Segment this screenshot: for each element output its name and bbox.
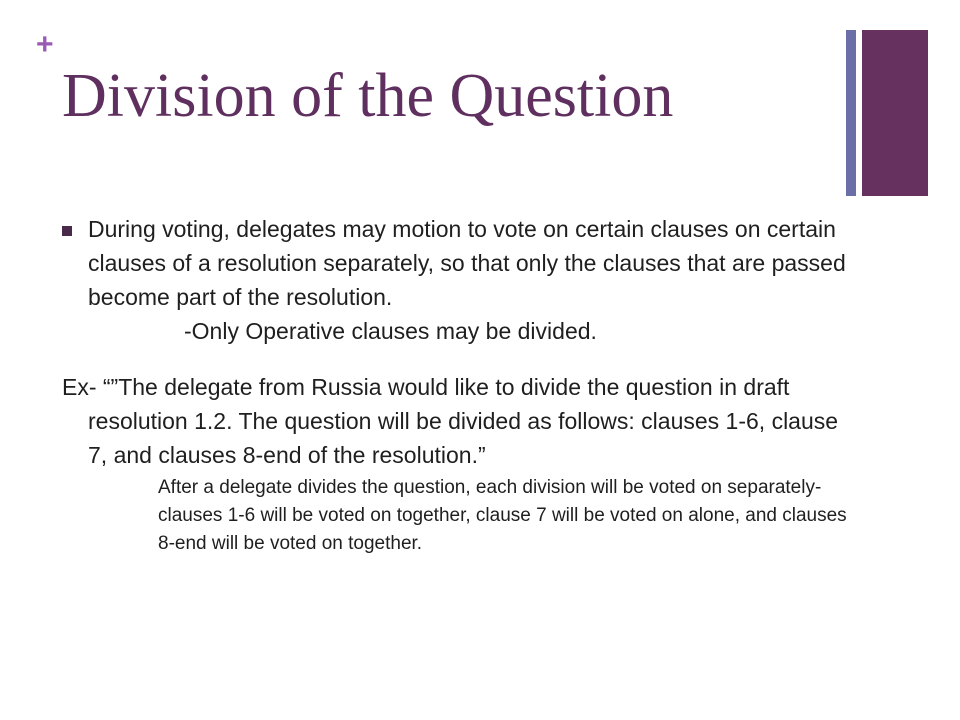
example-note <box>62 474 852 558</box>
bullet-subtext: -Only Operative clauses may be divided. <box>184 318 597 344</box>
bullet-text: During voting, delegates may motion to vote on certain clauses on certain clauses of a resolution separately, so that only the clauses that are passed become part of the resolution. <box>88 216 846 310</box>
bullet-square-icon <box>62 226 72 236</box>
accent-bar-thick <box>862 30 928 196</box>
example-note-text: After a delegate divides the question, each division will be voted on separately- clauses 1-6 will be voted on together, clause 7 will be voted on alone, and clauses 8-end will be voted on together. <box>158 477 847 554</box>
slide-content <box>62 212 852 558</box>
accent-bar-thin <box>846 30 856 196</box>
example-paragraph: Ex- “”The delegate from Russia would like to divide the question in draft resolution 1.2. The question will be divided as follows: clauses 1-6, clause 7, and clauses 8-end of the resolution.” <box>62 374 839 468</box>
plus-icon: + <box>36 28 54 61</box>
bullet-item <box>62 212 852 348</box>
slide-title: Division of the Question <box>62 62 674 130</box>
